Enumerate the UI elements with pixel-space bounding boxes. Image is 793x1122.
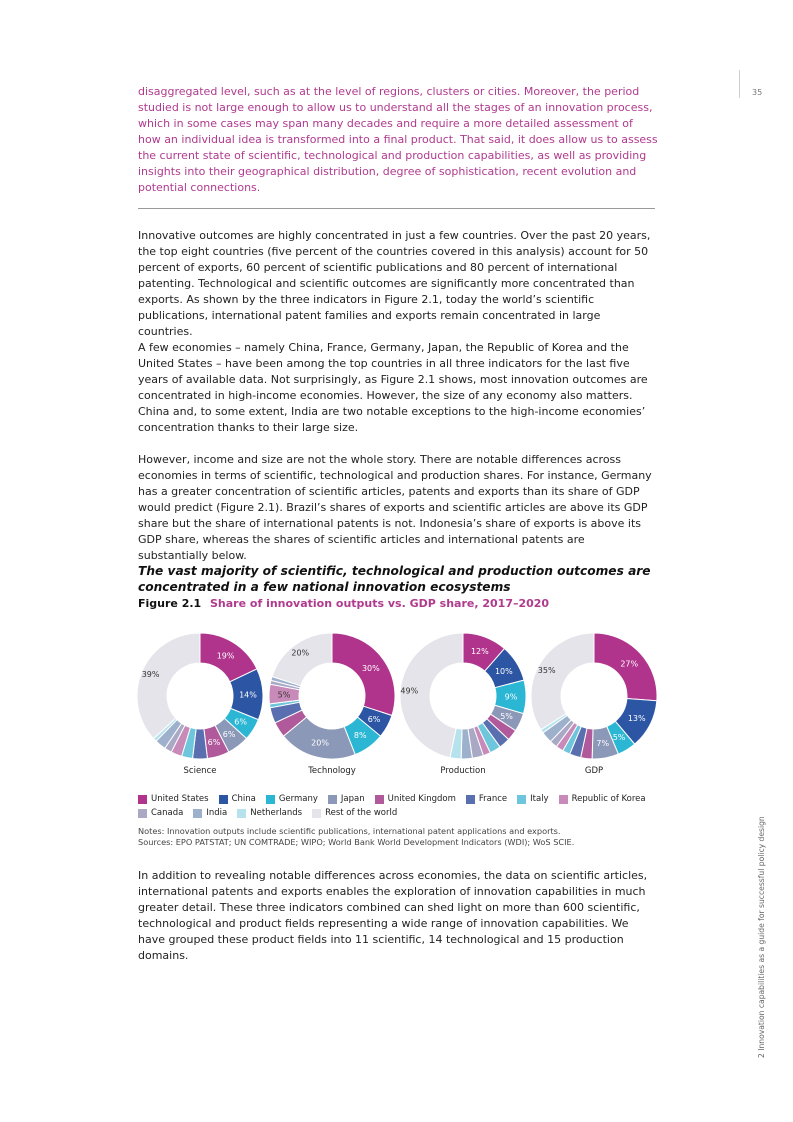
data-label-production-3: 5% [500, 712, 513, 722]
legend-item [138, 808, 183, 818]
legend-label: China [231, 794, 256, 804]
figure-notes: Notes: Innovation outputs include scientific publications, international patent applications and exports. [138, 826, 561, 836]
data-label-gdp-0: 27% [620, 659, 639, 669]
legend-label: United States [151, 794, 209, 804]
legend-swatch [219, 795, 228, 804]
legend-swatch [328, 795, 337, 804]
data-label-technology-11: 20% [291, 648, 310, 658]
legend-swatch [138, 809, 147, 818]
data-label-science-4: 6% [207, 737, 221, 747]
chart-caption-production: Production [440, 766, 486, 776]
legend-row-2 [138, 806, 658, 820]
data-label-technology-2: 8% [353, 730, 367, 740]
chart-caption-gdp: GDP [584, 766, 604, 776]
data-label-technology-3: 20% [311, 738, 329, 748]
paragraph-1: Innovative outcomes are highly concentrated in just a few countries. Over the past 20 years, the top eight countries (five percent of the countries covered in this analysis) account for 50 percent of exports, 60 percent of scientific publications and 80 percent of international patenting. Technological and scientific outcomes are significantly more concentrated than exports. As shown by the three indicators in Figure 2.1, today the world’s scientific publications, international patent families and exports remain concentrated in large countries. [138, 229, 651, 338]
chart-caption-technology: Technology [308, 766, 356, 776]
running-side-title: 2 Innovation capabilities as a guide for successful policy design [757, 816, 766, 1058]
closing-paragraph: In addition to revealing notable differences across economies, the data on scientific articles, international patents and exports enables the exploration of innovation capabilities in much greater detail. These three indicators combined can shed light on more than 600 scientific, technological and product fields representing a wide range of innovation capabilities. We have grouped these product fields into 11 scientific, 14 technological and 15 production domains. [138, 869, 648, 962]
legend-label: Canada [151, 808, 184, 818]
donut-charts [130, 624, 670, 784]
legend-swatch [559, 795, 568, 804]
legend-row-1 [138, 792, 658, 806]
legend-swatch [517, 795, 526, 804]
legend-item [138, 794, 209, 804]
paragraph-3: However, income and size are not the whole story. There are notable differences across economies in terms of scientific, technological and production shares. For instance, Germany has a greater concentration of scientific articles, patents and exports than its share of GDP would predict (Figure 2.1). Brazil’s shares of exports and scientific articles are above its GDP share but the share of international patents is not. Indonesia’s share of exports is above its GDP share, whereas the shares of scientific articles and international patents are substantially below. [138, 453, 652, 562]
legend-label: India [206, 808, 228, 818]
chart-caption-science: Science [183, 766, 217, 776]
section-divider [138, 208, 655, 209]
legend-item [312, 808, 397, 818]
slice-technology-united-states [332, 633, 395, 715]
page-number-divider [739, 70, 740, 98]
legend-item [559, 794, 646, 804]
legend-label: Italy [530, 794, 549, 804]
legend-swatch [375, 795, 384, 804]
legend-item [328, 794, 365, 804]
data-label-production-2: 9% [504, 692, 518, 702]
page-number: 35 [752, 88, 763, 97]
slice-science-rest-of-the-world [137, 633, 200, 739]
data-label-technology-7: 5% [277, 690, 291, 700]
figure-caption: Share of innovation outputs vs. GDP share, 2017–2020 [210, 597, 550, 610]
lead-quote: disaggregated level, such as at the level of regions, clusters or cities. Moreover, the period studied is not large enough to allow us to understand all the stages of an innovation process, which in some cases may span many decades and require a more detailed assessment of how an individual idea is transformed into a final product. That said, it does allow us to assess the current state of scientific, technological and production capabilities, as well as providing insights into their geographical distribution, degree of sophistication, recent evolution and potential connections. [138, 85, 658, 194]
legend-swatch [237, 809, 246, 818]
data-label-gdp-2: 5% [612, 732, 626, 742]
data-label-science-1: 14% [239, 690, 257, 700]
data-label-science-11: 39% [141, 670, 160, 680]
data-label-science-3: 6% [222, 730, 236, 740]
legend-swatch [193, 809, 202, 818]
data-label-science-0: 19% [216, 651, 235, 661]
slice-gdp-rest-of-the-world [531, 633, 594, 730]
paragraph-2: A few economies – namely China, France, Germany, Japan, the Republic of Korea and the United States – have been among the top countries in all three indicators for the last five years of available data. Not surprisingly, as Figure 2.1 shows, most innovation outcomes are concentrated in high-income economies. However, the size of any economy also matters. China and, to some extent, India are two notable exceptions to the high-income economies’ concentration thanks to their large size. [138, 341, 648, 434]
legend-label: France [478, 794, 508, 804]
data-label-production-11: 49% [400, 686, 419, 696]
legend-item [517, 794, 548, 804]
figure-notes-block [138, 826, 658, 848]
legend-item [375, 794, 456, 804]
legend-item [466, 794, 507, 804]
chart-legend [138, 792, 658, 820]
figure-sources: Sources: EPO PATSTAT; UN COMTRADE; WIPO; World Bank World Development Indicators (WDI); WoS SCIE. [138, 837, 575, 847]
legend-label: Germany [278, 794, 318, 804]
legend-swatch [312, 809, 321, 818]
legend-label: Netherlands [250, 808, 303, 818]
legend-swatch [466, 795, 475, 804]
legend-swatch [138, 795, 147, 804]
figure-label: Figure 2.1 [138, 597, 202, 610]
legend-item [219, 794, 256, 804]
data-label-science-2: 6% [234, 717, 247, 727]
data-label-gdp-3: 7% [596, 739, 610, 749]
data-label-production-0: 12% [470, 647, 489, 657]
legend-item [237, 808, 302, 818]
slice-technology-rest-of-the-world [272, 633, 332, 686]
data-label-gdp-11: 35% [537, 665, 556, 675]
figure-heading: The vast majority of scientific, technological and production outcomes are concentrated in a few national innovation ecosystems [138, 564, 651, 594]
legend-label: United Kingdom [387, 794, 456, 804]
data-label-production-1: 10% [494, 666, 513, 676]
legend-label: Japan [340, 794, 365, 804]
legend-label: Rest of the world [325, 808, 398, 818]
legend-swatch [266, 795, 275, 804]
data-label-technology-0: 30% [361, 663, 380, 673]
data-label-gdp-1: 13% [627, 713, 646, 723]
legend-label: Republic of Korea [571, 794, 646, 804]
legend-item [193, 808, 227, 818]
legend-item [266, 794, 318, 804]
data-label-technology-1: 6% [367, 715, 381, 725]
